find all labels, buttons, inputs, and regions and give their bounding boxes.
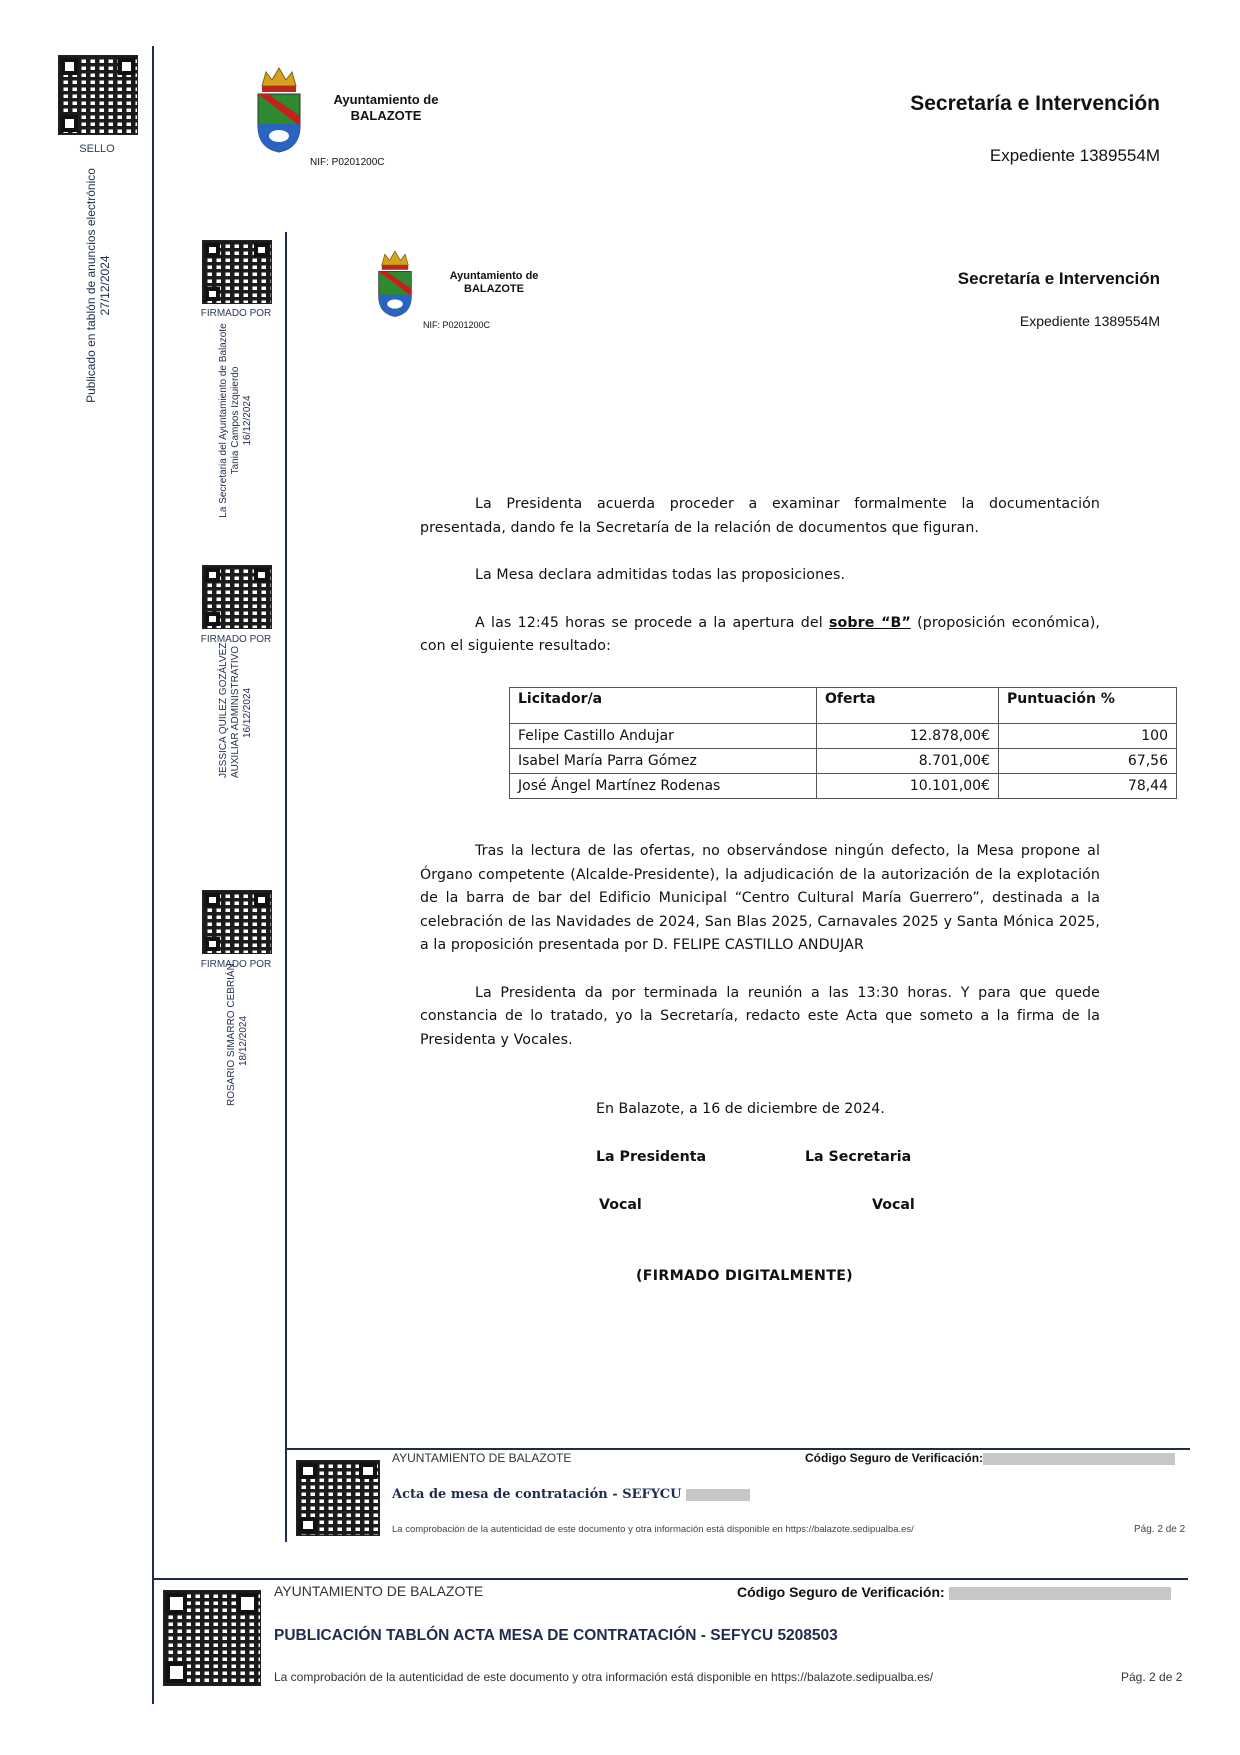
signer3-details: ROSARIO SIMARRO CEBRIÁN 18/12/2024 bbox=[226, 963, 249, 1106]
place-and-date: En Balazote, a 16 de diciembre de 2024. bbox=[596, 1101, 885, 1117]
outer-footer-line bbox=[152, 1578, 1188, 1580]
inner-department-title: Secretaría e Intervención bbox=[957, 269, 1160, 288]
document-body bbox=[420, 493, 1100, 659]
redacted-sefycu-code bbox=[686, 1489, 750, 1501]
paragraph-opening: A las 12:45 horas se procede a la apertura del sobre “B” (proposición económica), con el siguiente resultado: bbox=[420, 614, 1100, 654]
signer1-label: FIRMADO POR bbox=[200, 308, 272, 319]
sobre-b-label: sobre “B” bbox=[829, 614, 911, 631]
outer-org-name: Ayuntamiento de BALAZOTE bbox=[333, 92, 439, 123]
outer-footer-csv: Código Seguro de Verificación: bbox=[737, 1584, 1171, 1600]
bid-score: 67,56 bbox=[999, 749, 1177, 774]
seal-label: SELLO bbox=[79, 143, 115, 155]
signature-vocal-1: Vocal bbox=[599, 1197, 642, 1213]
inner-expediente: Expediente 1389554M bbox=[1019, 313, 1160, 329]
table-row bbox=[510, 724, 1177, 749]
inner-nif: NIF: P0201200C bbox=[423, 320, 491, 330]
inner-footer-qr-code bbox=[296, 1460, 380, 1536]
signer1-details: La Secretaria del Ayuntamiento de Balazote Tania Campos Izquierdo 16/12/2024 bbox=[218, 323, 253, 518]
table-row bbox=[510, 774, 1177, 799]
signature-vocal-2: Vocal bbox=[872, 1197, 915, 1213]
table-row bbox=[510, 749, 1177, 774]
bidder-name: Felipe Castillo Andujar bbox=[510, 724, 817, 749]
outer-expediente: Expediente 1389554M bbox=[989, 146, 1160, 165]
seal-qr-code bbox=[58, 55, 138, 135]
bid-score: 100 bbox=[999, 724, 1177, 749]
outer-department-title: Secretaría e Intervención bbox=[910, 92, 1160, 115]
outer-footer-verification-text: La comprobación de la autenticidad de este documento y otra información está disponible en https://balazote.sedipualba.es/ bbox=[274, 1670, 934, 1684]
bid-amount: 12.878,00€ bbox=[817, 724, 999, 749]
outer-footer-qr-code bbox=[163, 1590, 261, 1686]
signer2-details: JESSICA QUILEZ GOZÁLVEZ AUXILIAR ADMINISTRATIVO 16/12/2024 bbox=[218, 642, 253, 778]
redacted-csv-code bbox=[983, 1453, 1175, 1465]
signer3-label: FIRMADO POR bbox=[200, 959, 272, 970]
header-licitador: Licitador/a bbox=[510, 688, 817, 724]
outer-nif: NIF: P0201200C bbox=[310, 157, 385, 168]
inner-coat-of-arms bbox=[374, 248, 416, 318]
bid-score: 78,44 bbox=[999, 774, 1177, 799]
bidder-name: José Ángel Martínez Rodenas bbox=[510, 774, 817, 799]
bidder-name: Isabel María Parra Gómez bbox=[510, 749, 817, 774]
inner-footer-org: AYUNTAMIENTO DE BALAZOTE bbox=[392, 1451, 572, 1465]
inner-footer-line bbox=[285, 1448, 1190, 1450]
paragraph-admitted: La Mesa declara admitidas todas las proposiciones. bbox=[475, 567, 846, 583]
bid-amount: 10.101,00€ bbox=[817, 774, 999, 799]
outer-margin-line bbox=[152, 46, 154, 1704]
header-oferta: Oferta bbox=[817, 688, 999, 724]
inner-org-name: Ayuntamiento de BALAZOTE bbox=[449, 270, 539, 295]
bid-amount: 8.701,00€ bbox=[817, 749, 999, 774]
paragraph-proposal: Tras la lectura de las ofertas, no observándose ningún defecto, la Mesa propone al Órgano competente (Alcalde-Presidente), la adjudicación de la autorización de la explotación de la barra de bar del Edificio Municipal “Centro Cultural María Guerrero”, destinada a la celebración de las Navidades de 2024, San Blas 2025, Carnavales 2025 y Santa Mónica 2025, a la proposición presentada por D. FELIPE CASTILLO ANDUJAR bbox=[420, 843, 1100, 953]
signature-secretaria: La Secretaria bbox=[805, 1149, 912, 1165]
outer-footer-page-number: Pág. 2 de 2 bbox=[1121, 1670, 1183, 1684]
inner-margin-line bbox=[285, 232, 287, 1542]
paragraph-closing: La Presidenta da por terminada la reunión a las 13:30 horas. Y para que quede constancia de lo tratado, yo la Secretaría, redacto este Acta que someto a la firma de la Presidenta y Vocales. bbox=[420, 984, 1100, 1048]
seal-publication-text: Publicado en tablón de anuncios electrónico 27/12/2024 bbox=[84, 168, 112, 403]
outer-footer-doc-title: PUBLICACIÓN TABLÓN ACTA MESA DE CONTRATACIÓN - SEFYCU 5208503 bbox=[274, 1627, 838, 1644]
inner-footer-verification-text: La comprobación de la autenticidad de este documento y otra información está disponible en https://balazote.sedipualba.es/ bbox=[392, 1524, 914, 1535]
signature-presidenta: La Presidenta bbox=[596, 1149, 707, 1165]
document-body-continued bbox=[420, 840, 1100, 1052]
signer1-qr-code bbox=[202, 240, 272, 304]
paragraph-examination: La Presidenta acuerda proceder a examinar formalmente la documentación presentada, dando fe la Secretaría de la relación de documentos que figuran. bbox=[420, 496, 1100, 536]
inner-footer-page-number: Pág. 2 de 2 bbox=[1134, 1524, 1186, 1535]
table-header-row bbox=[510, 688, 1177, 724]
signer2-qr-code bbox=[202, 565, 272, 629]
inner-footer-csv: Código Seguro de Verificación: bbox=[805, 1451, 1175, 1465]
digitally-signed-note: (FIRMADO DIGITALMENTE) bbox=[636, 1268, 853, 1284]
header-puntuacion: Puntuación % bbox=[999, 688, 1177, 724]
signer3-qr-code bbox=[202, 890, 272, 954]
balazote-coat-of-arms bbox=[254, 64, 304, 154]
inner-footer-doc-title: Acta de mesa de contratación - SEFYCU bbox=[392, 1487, 750, 1502]
outer-redacted-csv-code bbox=[949, 1587, 1171, 1600]
signer2-label: FIRMADO POR bbox=[200, 634, 272, 645]
outer-footer-org: AYUNTAMIENTO DE BALAZOTE bbox=[274, 1583, 484, 1599]
bids-table bbox=[509, 687, 1177, 799]
